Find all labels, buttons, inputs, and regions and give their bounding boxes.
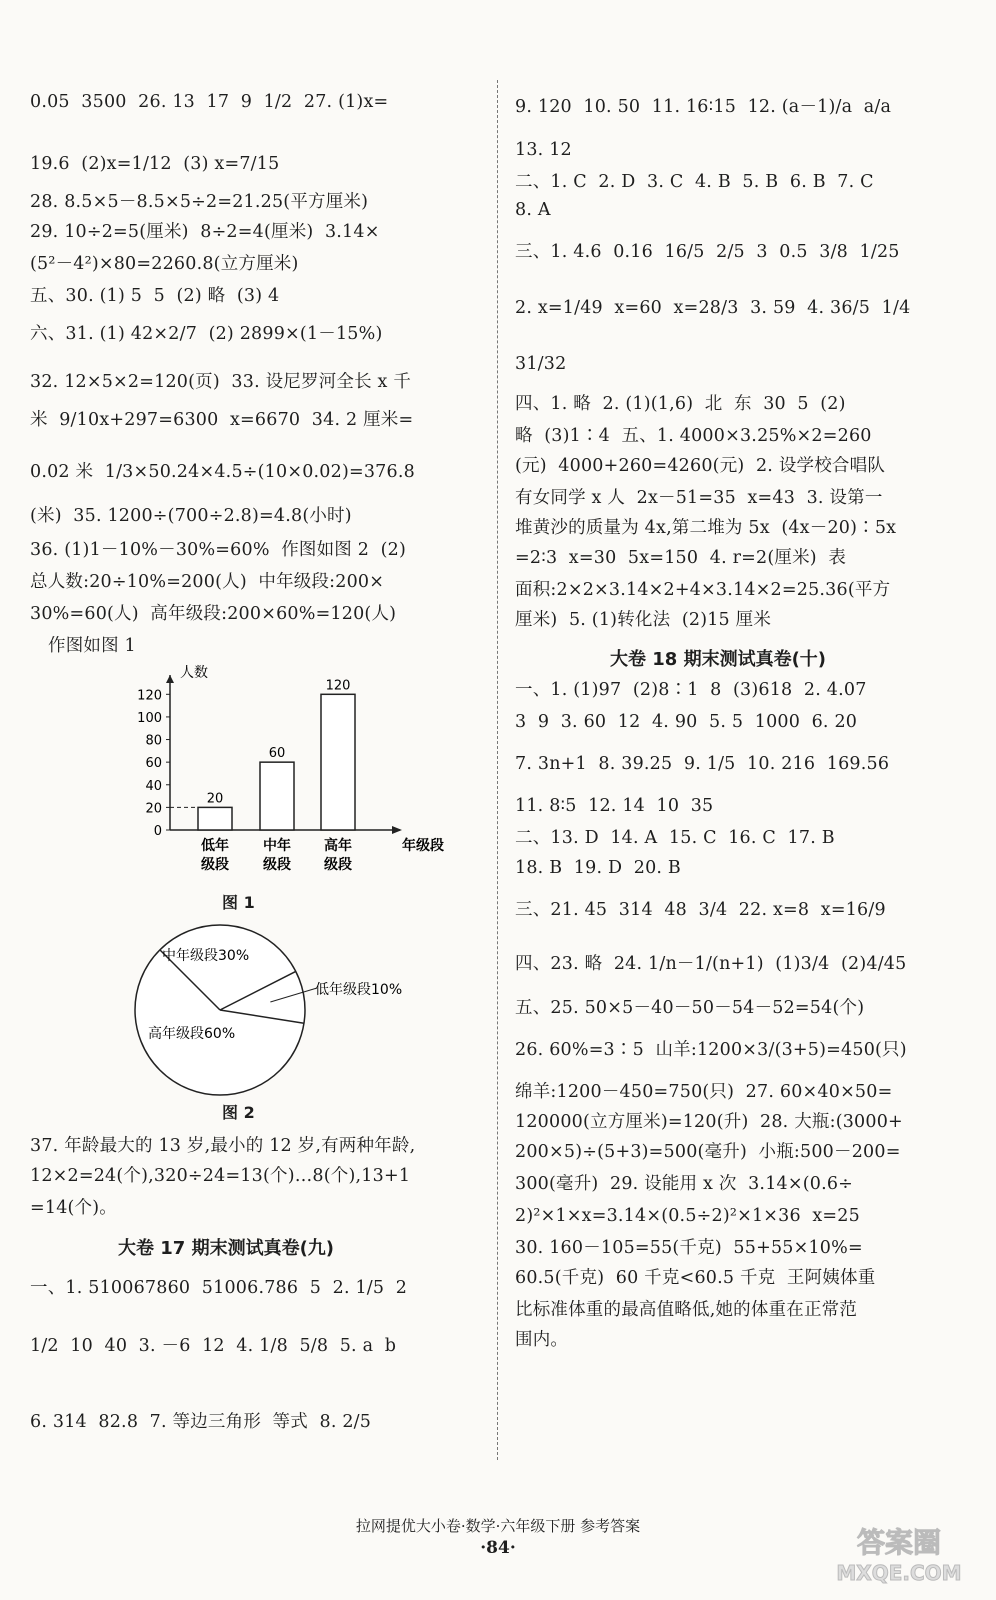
answer-line: 四、1. 略 2. (1)(1,6) 北 东 30 5 (2) [515, 394, 846, 414]
watermark-text: MXQE.COM [836, 1561, 962, 1585]
x-axis-label: 年级段 [402, 838, 444, 854]
answer-line: 30. 160－105=55(千克) 55+55×10%= [515, 1238, 863, 1258]
answer-line: 37. 年龄最大的 13 岁,最小的 12 岁,有两种年龄, [30, 1136, 416, 1156]
x-tick-label: 级段 [263, 857, 291, 873]
x-axis-arrow [392, 826, 402, 834]
y-tick-label: 120 [137, 688, 162, 704]
y-tick-label: 0 [153, 824, 162, 839]
answer-line: 18. B 19. D 20. B [515, 858, 681, 878]
answer-line: 1/2 10 40 3. －6 12 4. 1/8 5/8 5. a b [30, 1336, 397, 1356]
answer-line: 12×2=24(个),320÷24=13(个)…8(个),13+1 [30, 1166, 411, 1186]
pie-label: 低年级段10% [315, 982, 403, 998]
bar-低年级段 [198, 807, 232, 830]
answer-line: 二、13. D 14. A 15. C 16. C 17. B [515, 828, 835, 848]
bar-中年级段 [260, 762, 294, 830]
answer-line: 200×5)÷(5+3)=500(毫升) 小瓶:500－200= [515, 1142, 901, 1162]
answer-line: 0.05 3500 26. 13 17 9 1/2 27. (1)x= [30, 92, 389, 112]
y-tick-label: 60 [145, 756, 162, 772]
answer-line: 围内。 [515, 1330, 569, 1350]
answer-line: 三、1. 4.6 0.16 16/5 2/5 3 0.5 3/8 1/25 [515, 242, 900, 262]
watermark-logo [824, 1520, 974, 1588]
answer-line: 略 (3)1∶4 五、1. 4000×3.25%×2=260 [515, 426, 872, 446]
figure2-caption: 图 2 [222, 1103, 255, 1122]
answer-line: 四、23. 略 24. 1/n－1/(n+1) (1)3/4 (2)4/45 [515, 954, 907, 974]
page-number: ·84· [480, 1538, 516, 1558]
answer-line: 28. 8.5×5－8.5×5÷2=21.25(平方厘米) [30, 192, 369, 212]
answer-line: 米 9/10x+297=6300 x=6670 34. 2 厘米= [30, 410, 414, 430]
answer-line: 0.02 米 1/3×50.24×4.5÷(10×0.02)=376.8 [30, 462, 415, 482]
answer-line: 11. 8∶5 12. 14 10 35 [515, 796, 714, 816]
answer-line: 120000(立方厘米)=120(升) 28. 大瓶:(3000+ [515, 1112, 903, 1132]
section18-title: 大卷 18 期末测试真卷(十) [610, 649, 827, 670]
bar-chart [110, 655, 444, 890]
y-axis-label: 人数 [180, 665, 208, 681]
answer-line: 厘米) 5. (1)转化法 (2)15 厘米 [515, 610, 772, 630]
answer-line: 2)²×1×x=3.14×(0.5÷2)²×1×36 x=25 [515, 1206, 860, 1226]
answer-line: 三、21. 45 314 48 3/4 22. x=8 x=16/9 [515, 900, 886, 920]
y-tick-label: 40 [145, 778, 162, 794]
answer-line: 8. A [515, 200, 551, 220]
y-axis-arrow [166, 675, 174, 683]
watermark-text: 答案圈 [856, 1526, 942, 1559]
answer-line: 19.6 (2)x=1/12 (3) x=7/15 [30, 154, 280, 174]
answer-line: (元) 4000+260=4260(元) 2. 设学校合唱队 [515, 456, 886, 476]
answer-line: 32. 12×5×2=120(页) 33. 设尼罗河全长 x 千 [30, 372, 412, 392]
answer-line: 面积:2×2×3.14×2+4×3.14×2=25.36(平方 [515, 580, 891, 600]
y-tick-label: 80 [145, 733, 162, 749]
answer-line: 29. 10÷2=5(厘米) 8÷2=4(厘米) 3.14× [30, 222, 380, 242]
y-tick-label: 20 [145, 801, 162, 817]
answer-line: 一、1. 510067860 51006.786 5 2. 1/5 2 [30, 1278, 408, 1298]
answer-line: 比标准体重的最高值略低,她的体重在正常范 [515, 1300, 858, 1320]
answer-line: 五、30. (1) 5 5 (2) 略 (3) 4 [30, 286, 280, 306]
answer-line: (5²－4²)×80=2260.8(立方厘米) [30, 254, 299, 274]
answer-line: 3 9 3. 60 12 4. 90 5. 5 1000 6. 20 [515, 712, 858, 732]
answer-line: 36. (1)1－10%－30%=60% 作图如图 2 (2) [30, 540, 407, 560]
answer-line: 堆黄沙的质量为 4x,第二堆为 5x (4x－20)∶5x [515, 518, 897, 538]
answer-line: 13. 12 [515, 140, 572, 160]
answer-line: 300(毫升) 29. 设能用 x 次 3.14×(0.6÷ [515, 1174, 854, 1194]
x-tick-label: 级段 [201, 857, 229, 873]
x-tick-label: 级段 [324, 857, 352, 873]
bar-value-label: 20 [206, 791, 224, 807]
answer-line: 9. 120 10. 50 11. 16∶15 12. (a－1)/a a/a [515, 97, 892, 117]
x-tick-label: 低年 [201, 838, 229, 854]
answer-line: 总人数:20÷10%=200(人) 中年级段:200× [30, 572, 385, 592]
answer-line: 五、25. 50×5－40－50－54－52=54(个) [515, 998, 865, 1018]
answer-line: 2. x=1/49 x=60 x=28/3 3. 59 4. 36/5 1/4 [515, 298, 911, 318]
answer-line: 绵羊:1200－450=750(只) 27. 60×40×50= [515, 1082, 893, 1102]
answer-line: 六、31. (1) 42×2/7 (2) 2899×(1－15%) [30, 324, 383, 344]
figure1-caption: 图 1 [222, 893, 255, 912]
answer-line: 31/32 [515, 354, 567, 374]
x-tick-label: 高年 [324, 838, 352, 854]
footer-book-title: 拉网提优大小卷·数学·六年级下册 参考答案 [355, 1517, 641, 1535]
pie-label: 中年级段30% [162, 948, 250, 964]
bar-value-label: 120 [325, 678, 351, 694]
answer-line: 30%=60(人) 高年级段:200×60%=120(人) [30, 604, 397, 624]
answer-line: 7. 3n+1 8. 39.25 9. 1/5 10. 216 169.56 [515, 754, 890, 774]
answer-line: 二、1. C 2. D 3. C 4. B 5. B 6. B 7. C [515, 172, 874, 192]
answer-line: 作图如图 1 [48, 636, 136, 656]
y-tick-label: 100 [137, 710, 162, 726]
section17-title: 大卷 17 期末测试真卷(九) [118, 1238, 335, 1259]
answer-line: 26. 60%=3∶5 山羊:1200×3/(3+5)=450(只) [515, 1040, 907, 1060]
column-divider [497, 80, 498, 1460]
answer-line: 60.5(千克) 60 千克<60.5 千克 王阿姨体重 [515, 1268, 876, 1288]
answer-line: =2∶3 x=30 5x=150 4. r=2(厘米) 表 [515, 548, 847, 568]
bar-高年级段 [321, 694, 355, 830]
answer-line: 6. 314 82.8 7. 等边三角形 等式 8. 2/5 [30, 1412, 372, 1432]
answer-line: 一、1. (1)97 (2)8∶1 8 (3)618 2. 4.07 [515, 680, 867, 700]
x-tick-label: 中年 [263, 838, 291, 854]
answer-line: =14(个)。 [30, 1198, 117, 1218]
pie-label: 高年级段60% [148, 1026, 236, 1042]
pie-chart [90, 920, 470, 1100]
bar-value-label: 60 [268, 746, 286, 762]
answer-line: (米) 35. 1200÷(700÷2.8)=4.8(小时) [30, 506, 352, 526]
answer-line: 有女同学 x 人 2x－51=35 x=43 3. 设第一 [515, 488, 883, 508]
